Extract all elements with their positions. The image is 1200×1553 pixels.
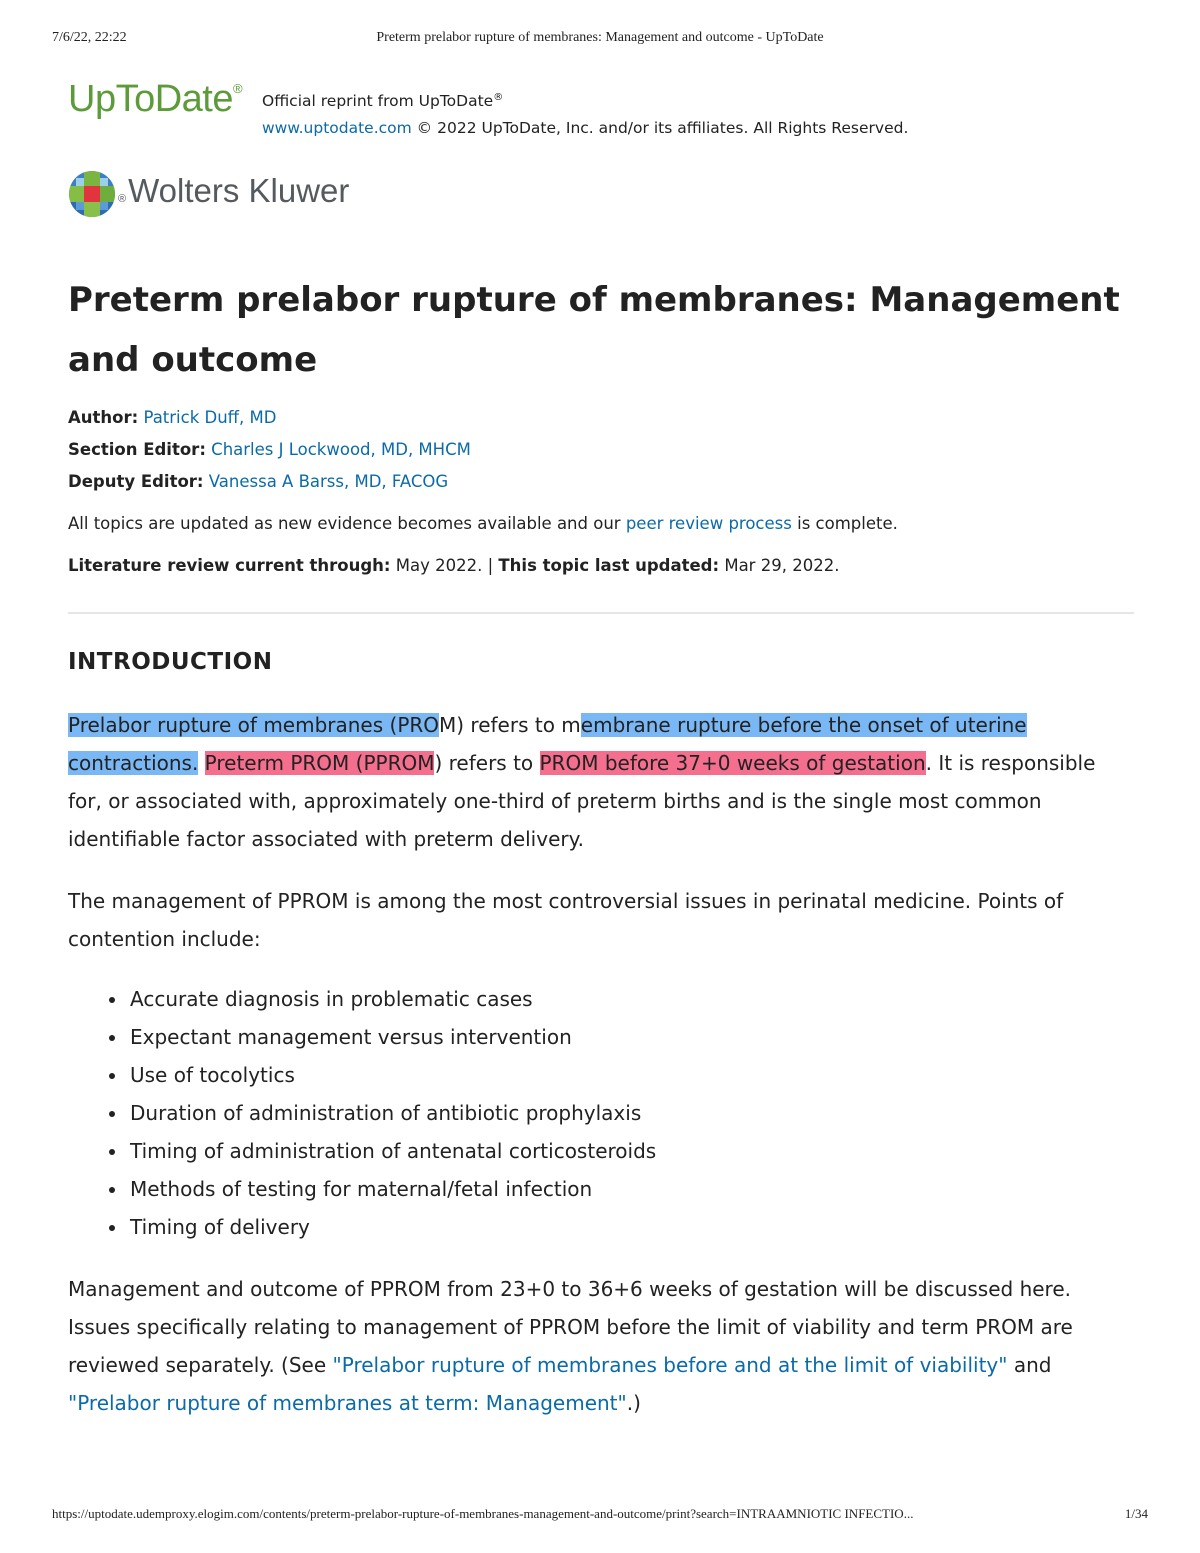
reprint-line1: Official reprint from UpToDate® [262, 92, 504, 111]
print-date: 7/6/22, 22:22 [52, 30, 127, 45]
intro-paragraph-1: Prelabor rupture of membranes (PROM) refers to membrane rupture before the onset of uterine contractions. Preterm PROM (PPROM) refers to PROM before 37+0 weeks of gestation. It is responsible for, or associated with, approximately one-third of preterm births and is the single most common identifiable factor associated with preterm delivery. [68, 713, 1096, 851]
highlight-pink: PROM before 37+0 weeks of gestation [539, 751, 926, 775]
list-item: • Accurate diagnosis in problematic cases [128, 980, 1134, 1018]
print-url: https://uptodate.udemproxy.elogim.com/contents/preterm-prelabor-rupture-of-membranes-management-and-outcome/print?search=INTRAAMNIOTIC INFECTIO... [52, 1506, 914, 1521]
uptodate-site-link[interactable]: www.uptodate.com [262, 119, 412, 138]
highlight-blue: Prelabor rupture of membranes (PRO [68, 713, 440, 737]
list-item: • Timing of delivery [128, 1208, 1134, 1246]
update-note: All topics are updated as new evidence becomes available and our peer review process is complete. [68, 514, 898, 533]
peer-review-link[interactable]: peer review process [625, 514, 792, 533]
literature-review-line: Literature review current through: May 2022. | This topic last updated: Mar 29, 2022. [68, 556, 840, 575]
reprint-notice [262, 84, 908, 142]
deputy-editor-link[interactable]: Vanessa A Barss, MD, FACOG [208, 472, 449, 491]
deputy-editor-line: Deputy Editor: Vanessa A Barss, MD, FACOG [68, 472, 449, 491]
print-header [52, 30, 1148, 50]
contention-points-list [68, 980, 1134, 1246]
author-line: Author: Patrick Duff, MD [68, 408, 277, 427]
print-title: Preterm prelabor rupture of membranes: Management and outcome - UpToDate [376, 30, 824, 45]
highlight-pink: Preterm PROM (PPROM [204, 751, 435, 775]
wolters-kluwer-text: ®Wolters Kluwer [118, 172, 350, 209]
print-footer [52, 1506, 1148, 1526]
list-item: • Expectant management versus intervention [128, 1018, 1134, 1056]
article-content [68, 270, 1134, 1422]
limit-of-viability-link[interactable]: "Prelabor rupture of membranes before and at the limit of viability" [332, 1353, 1008, 1377]
article-metadata [68, 402, 1134, 498]
page-number: 1/34 [1124, 1506, 1148, 1521]
wolters-kluwer-logo-icon [68, 170, 116, 218]
author-link[interactable]: Patrick Duff, MD [143, 408, 277, 427]
section-divider [68, 612, 1134, 614]
list-item: • Duration of administration of antibiotic prophylaxis [128, 1094, 1134, 1132]
term-management-link[interactable]: "Prelabor rupture of membranes at term: Management" [68, 1391, 627, 1415]
uptodate-logo-reg: ® [232, 81, 243, 97]
list-item: • Methods of testing for maternal/fetal infection [128, 1170, 1134, 1208]
uptodate-logo-text: UpToDate [68, 78, 233, 120]
reprint-line2 [262, 115, 908, 142]
intro-paragraph-3: Management and outcome of PPROM from 23+0 to 36+6 weeks of gestation will be discussed here. Issues specifically relating to management of PPROM before the limit of viability and term PROM are reviewed separately. (See "Prelabor rupture of membranes before and at the limit of viability" and "Prelabor rupture of membranes at term: Management".) [68, 1277, 1073, 1415]
section-editor-line: Section Editor: Charles J Lockwood, MD, MHCM [68, 440, 471, 459]
list-item: • Use of tocolytics [128, 1056, 1134, 1094]
introduction-heading: INTRODUCTION [68, 649, 273, 675]
uptodate-logo[interactable] [68, 78, 242, 121]
intro-paragraph-2: The management of PPROM is among the most controversial issues in perinatal medicine. Points of contention include: [68, 889, 1064, 951]
page-title: Preterm prelabor rupture of membranes: Management and outcome [68, 280, 1120, 380]
list-item: • Timing of administration of antenatal corticosteroids [128, 1132, 1134, 1170]
highlight-blue: embrane rupture before the onset of uterine contractions. [68, 713, 1027, 775]
section-editor-link[interactable]: Charles J Lockwood, MD, MHCM [211, 440, 471, 459]
copyright-text: © 2022 UpToDate, Inc. and/or its affiliates. All Rights Reserved. [411, 119, 909, 138]
